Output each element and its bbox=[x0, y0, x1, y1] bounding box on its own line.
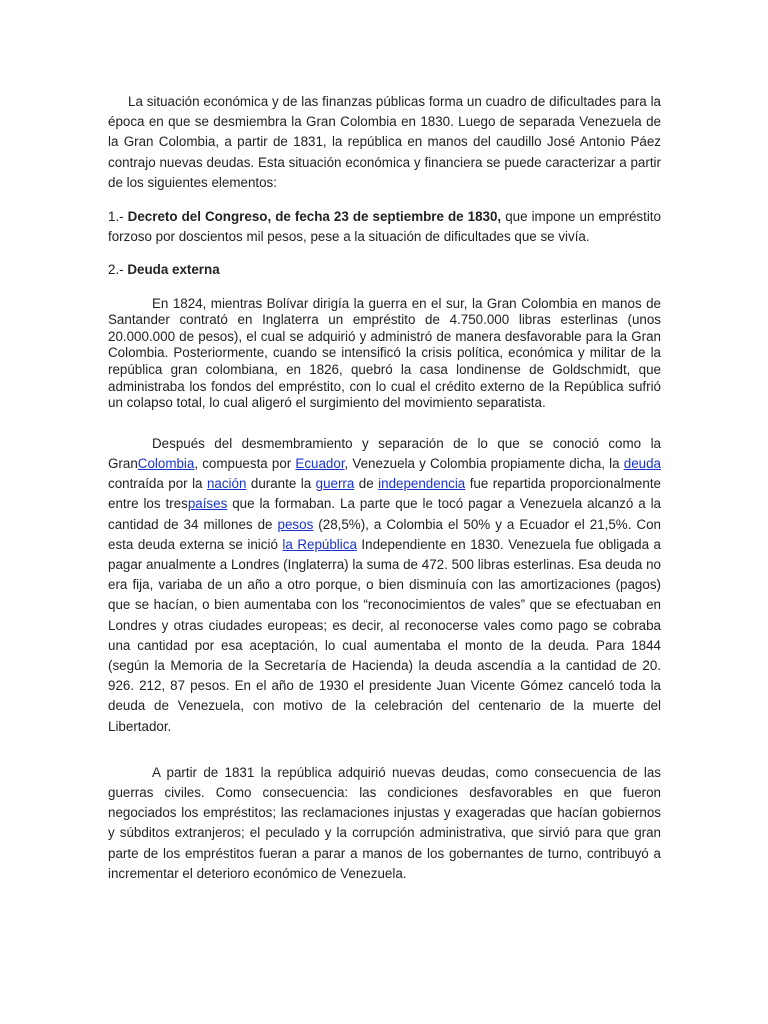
link-guerra[interactable]: guerra bbox=[315, 476, 355, 492]
text-run: de bbox=[354, 476, 379, 492]
intro-paragraph: La situación económica y de las finanzas públicas forma un cuadro de dificultades para la época en que se desmiembra la Gran Colombia en 1830. Luego de separada Venezuela de la Gran Colombia, a partir de 1831, la república en manos del caudillo José Antonio Páez contrajo nuevas deudas. Esta situación económica y financiera se puede caracterizar a partir de los siguientes elementos: bbox=[108, 94, 661, 190]
link-paises[interactable]: países bbox=[187, 496, 228, 512]
link-pesos[interactable]: pesos bbox=[277, 516, 314, 532]
paragraph-1831: A partir de 1831 la república adquirió nuevas deudas, como consecuencia de las guerras civiles. Como consecuencia: las condiciones desfavorables en que fueron negociados los empréstitos; las reclamaciones injustas y exageradas que hacían gobiernos y súbditos extranjeros; el peculado y la corrupción administrativa, que sirvió para que gran parte de los empréstitos fueran a parar a manos de los gobernantes de turno, contribuyó a incrementar el deterioro económico de Venezuela. bbox=[108, 764, 661, 881]
link-independencia[interactable]: independencia bbox=[378, 476, 466, 492]
link-la-republica[interactable]: la República bbox=[282, 536, 357, 552]
text-run: (28,5%), a Colombia el 50% y a Ecuador el 21,5%. Con esta deuda externa se inició bbox=[108, 516, 662, 552]
paragraph-1824: En 1824, mientras Bolívar dirigía la guerra en el sur, la Gran Colombia en manos de Santander contrató en Inglaterra un empréstito de 4.750.000 libras esterlinas (unos 20.000.000 de pesos), el cual se adquirió y administró de manera desfavorable para la Gran Colombia. Posteriormente, cuando se intensificó la crisis política, económica y militar de la república gran colombiana, en 1826, quebró la casa londinense de Goldschmidt, que administraba los fondos del empréstito, con lo cual el crédito externo de la República sufrió un colapso total, lo cual aligeró el surgimiento del movimiento separatista. bbox=[108, 295, 661, 411]
item-2-heading bbox=[108, 260, 661, 280]
paragraph-despues bbox=[108, 434, 661, 737]
item-2-number: 2.- bbox=[108, 262, 128, 278]
item-1-number: 1.- bbox=[108, 209, 128, 225]
text-run: que la formaban. La parte que le tocó pagar a Venezuela alcanzó a la cantidad de 34 millones de bbox=[108, 496, 661, 532]
text-run: fue repartida proporcionalmente entre los tres bbox=[108, 476, 661, 512]
item-1-paragraph bbox=[108, 207, 661, 247]
text-run: contraída por la bbox=[108, 476, 207, 492]
link-nacion[interactable]: nación bbox=[206, 476, 247, 492]
link-deuda[interactable]: deuda bbox=[623, 455, 661, 471]
text-run: , compuesta por bbox=[194, 455, 296, 471]
item-1-bold-text: Decreto del Congreso, de fecha 23 de septiembre de 1830, bbox=[127, 209, 502, 225]
text-run: Independiente en 1830. Venezuela fue obligada a pagar anualmente a Londres (Inglaterra) la suma de 472. 500 libras esterlinas. Esa deuda no era fija, variaba de un año a otro porque, o bien disminuía con las amortizaciones (pagos) que se hacían, o bien aumentaba con los “reconocimientos de vales” que se efectuaban en Londres y otras ciudades europeas; es decir, al reconocerse vales como pago se cobraba una cantidad por esa aceptación, lo cual aumentaba el monto de la deuda. Para 1844 (según la Memoria de la Secretaría de Hacienda) la deuda ascendía a la cantidad de 20. 926. 212, 87 pesos. En el año de 1930 el presidente Juan Vicente Gómez canceló toda la deuda de Venezuela, con motivo de la celebración del centenario de la muerte del Libertador. bbox=[108, 536, 661, 734]
item-1-text: que impone un empréstito forzoso por doscientos mil pesos, pese a la situación de dificultades que se vivía. bbox=[108, 209, 661, 245]
text-run: durante la bbox=[246, 476, 316, 492]
link-ecuador[interactable]: Ecuador bbox=[295, 455, 345, 471]
link-colombia[interactable]: Colombia bbox=[137, 455, 195, 471]
text-run: Después del desmembramiento y separación de lo que se conoció como la Gran bbox=[108, 435, 661, 471]
document-page bbox=[108, 92, 661, 884]
item-2-bold-text: Deuda externa bbox=[127, 262, 220, 278]
text-run: , Venezuela y Colombia propiamente dicha, la bbox=[344, 455, 624, 471]
